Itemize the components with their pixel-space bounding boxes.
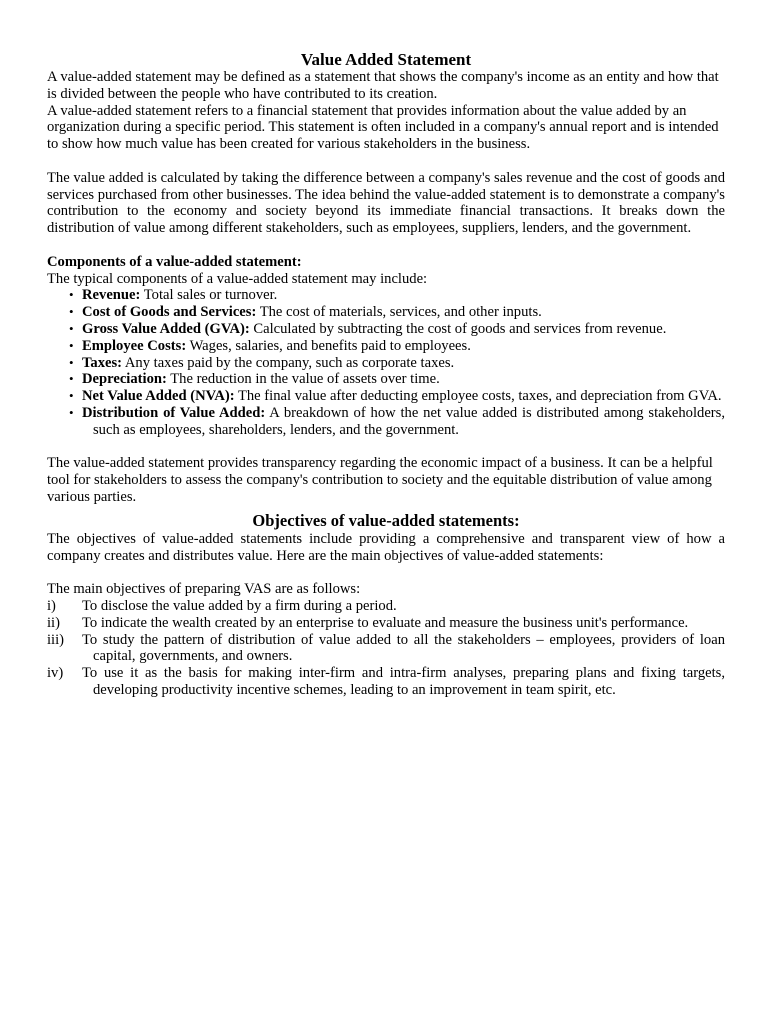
bullet-icon: • — [69, 404, 74, 420]
component-desc: A breakdown of how the net value added is distributed among stakeholders, such as employees, shareholders, lenders, and the government. — [93, 404, 725, 438]
bullet-icon: • — [69, 354, 74, 370]
list-item — [47, 665, 725, 699]
objectives-intro-paragraph: The objectives of value-added statements include providing a comprehensive and transparent view of how a company creates and distributes value. Here are the main objectives of value-added statements: — [47, 530, 725, 564]
bullet-icon: • — [69, 371, 74, 387]
component-desc: The cost of materials, services, and other inputs. — [256, 304, 542, 321]
objectives-list — [47, 598, 725, 699]
list-item — [47, 388, 725, 405]
objective-number: i) — [47, 597, 56, 614]
component-term: Gross Value Added (GVA): — [82, 320, 250, 337]
component-term: Distribution of Value Added: — [82, 404, 266, 421]
intro-paragraph-2: A value-added statement refers to a financial statement that provides information about the value added by an organization during a specific period. This statement is often included in a company's annual report and is intended to show how much value has been created for various stakeholders in the business. — [47, 102, 719, 153]
list-item — [47, 355, 725, 372]
component-desc: Any taxes paid by the company, such as corporate taxes. — [122, 354, 455, 371]
list-item — [47, 304, 725, 321]
component-term: Taxes: — [82, 354, 123, 371]
objectives-heading: Objectives of value-added statements: — [252, 510, 520, 530]
component-desc: The reduction in the value of assets over time. — [166, 371, 440, 388]
component-term: Net Value Added (NVA): — [82, 388, 235, 405]
component-term: Employee Costs: — [82, 337, 187, 354]
components-lead: The typical components of a value-added statement may include: — [47, 270, 428, 287]
spacer — [47, 237, 725, 254]
components-heading: Components of a value-added statement: — [47, 253, 302, 270]
objective-text: To use it as the basis for making inter-firm and intra-firm analyses, preparing plans and fixing targets, developing productivity incentive schemes, leading to an improvement in team spirit, etc. — [82, 665, 725, 698]
components-list — [47, 287, 725, 438]
component-term: Depreciation: — [82, 371, 167, 388]
objective-text: To study the pattern of distribution of value added to all the stakeholders – employees, providers of loan capital, governments, and owners. — [82, 631, 725, 665]
page-title: Value Added Statement — [300, 50, 472, 69]
document-page — [47, 51, 725, 699]
component-desc: Wages, salaries, and benefits paid to employees. — [186, 337, 471, 354]
component-desc: Calculated by subtracting the cost of goods and services from revenue. — [249, 320, 667, 337]
bullet-icon: • — [69, 287, 74, 303]
spacer — [47, 564, 725, 581]
bullet-icon: • — [69, 388, 74, 404]
component-term: Cost of Goods and Services: — [82, 304, 257, 321]
bullet-icon: • — [69, 320, 74, 336]
spacer — [47, 153, 725, 170]
components-closing-paragraph: The value-added statement provides transparency regarding the economic impact of a business. It can be a helpful tool for stakeholders to assess the company's contribution to society and the equitable distribution of value among various parties. — [47, 455, 713, 505]
intro-paragraph-3: The value added is calculated by taking the difference between a company's sales revenue and the cost of goods and services purchased from other businesses. The idea behind the value-added statement is to demonstrate a company's contribution to the economy and society beyond its immediate financial transactions. It breaks down the distribution of value among different stakeholders, such as employees, suppliers, lenders, and the government. — [47, 169, 725, 237]
intro-paragraph-1: A value-added statement may be defined as a statement that shows the company's income as an entity and how that is divided between the people who have contributed to its creation. — [47, 69, 719, 102]
list-item — [47, 615, 725, 632]
bullet-icon: • — [69, 304, 74, 320]
component-term: Revenue: — [82, 287, 141, 304]
list-item — [47, 405, 725, 439]
objective-text: To disclose the value added by a firm during a period. — [82, 597, 397, 614]
list-item — [47, 287, 725, 304]
component-desc: Total sales or turnover. — [140, 287, 278, 304]
objective-number: iii) — [47, 631, 65, 648]
objective-text: To indicate the wealth created by an enterprise to evaluate and measure the business unit's performance. — [82, 614, 689, 631]
list-item — [47, 321, 725, 338]
spacer — [47, 439, 725, 456]
objective-number: ii) — [47, 614, 60, 631]
list-item — [47, 632, 725, 666]
list-item — [47, 338, 725, 355]
component-desc: The final value after deducting employee costs, taxes, and depreciation from GVA. — [234, 388, 722, 405]
objective-number: iv) — [47, 665, 64, 682]
list-item — [47, 371, 725, 388]
list-item — [47, 598, 725, 615]
objectives-lead: The main objectives of preparing VAS are as follows: — [47, 581, 361, 598]
bullet-icon: • — [69, 337, 74, 353]
